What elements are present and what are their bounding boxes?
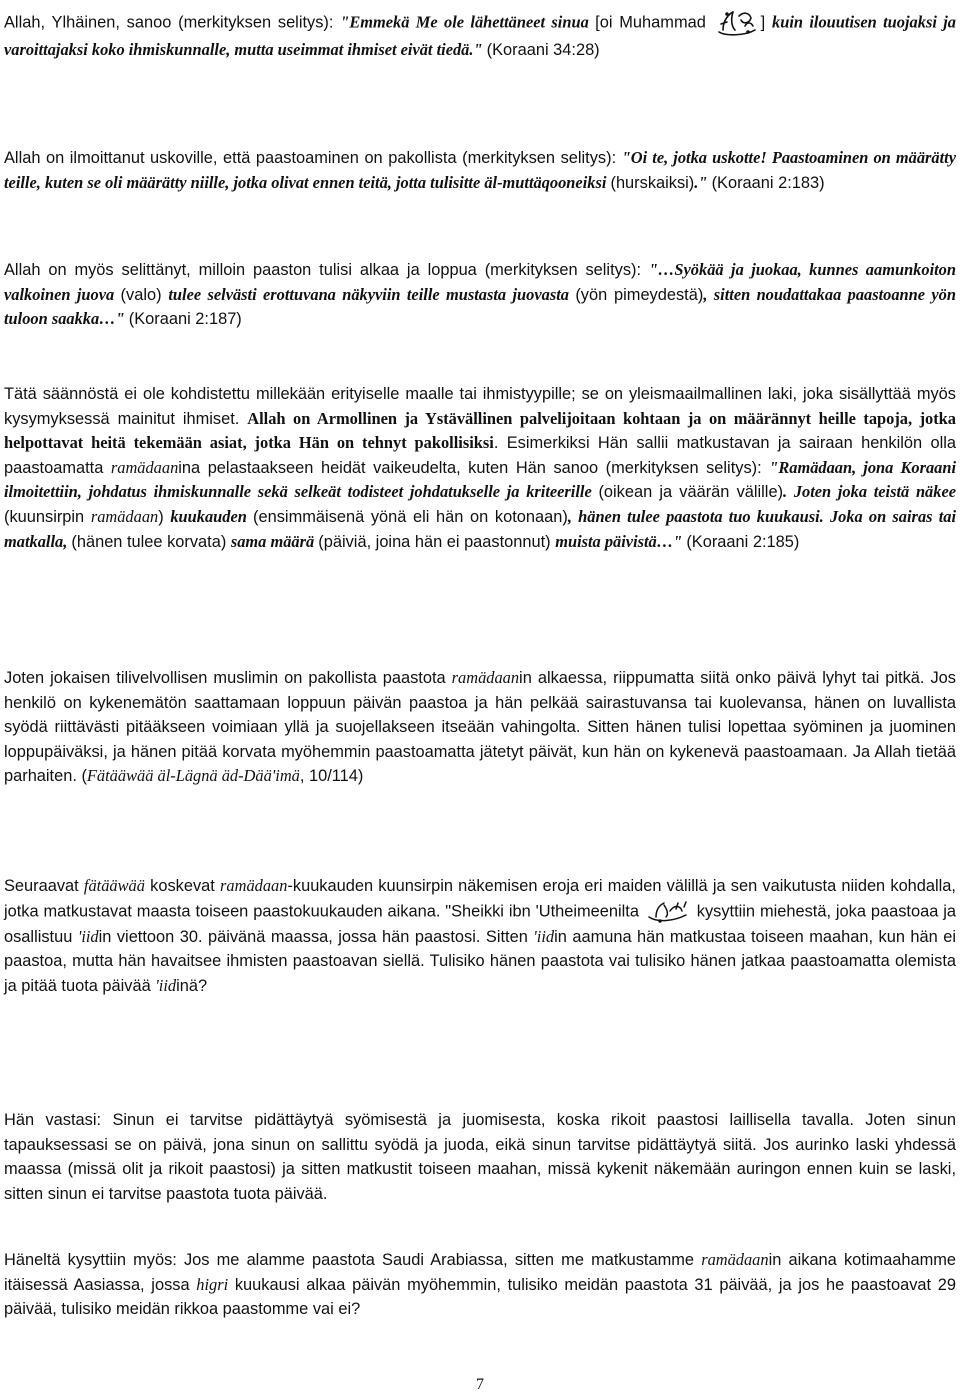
paragraph-quran-34-28 bbox=[4, 8, 956, 63]
text-run: (valo) bbox=[120, 285, 169, 304]
rahimahullah-seal-icon bbox=[646, 899, 690, 925]
text-run: ramädaan bbox=[220, 876, 288, 895]
text-run: ] bbox=[760, 13, 773, 32]
text-run: Hän vastasi: Sinun ei tarvitse pidättäytyä syömisestä ja juomisesta, koska rikoit paastosi laillisella tavalla. Joten sinun tapauksessasi se on päivä, jona sinun on sallittu syödä ja juoda, eikä sinun tarvitse pidättäytyä siitä. Jos aurinko laski yhdessä maassa (missä olit ja rikoit paastosi) ja sitten matkustit toiseen maahan, missä kykenit näkemään auringon ennen kuin se laski, sitten sinun ei tarvitse paastota tuota päivää. bbox=[4, 1111, 956, 1203]
salawat-seal-icon bbox=[715, 8, 759, 38]
text-run: sama määrä bbox=[230, 531, 319, 551]
text-run: ." bbox=[694, 172, 712, 192]
text-run: kuin ilouutisen tuojaksi ja varoittajaksi koko ihmiskunnalle, mutta useimmat ihmiset eivät tiedä." bbox=[4, 12, 956, 59]
text-run: Seuraavat bbox=[4, 877, 84, 895]
text-run: 'iid bbox=[77, 926, 99, 946]
text-run: in aikana kotimaahamme itäisessä Aasiassa, jossa bbox=[4, 1251, 956, 1294]
text-run: fätääwää bbox=[83, 876, 145, 895]
text-run: kysyttiin miehestä, joka paastoaa ja osallistuu bbox=[4, 901, 956, 946]
text-run: Allah, Ylhäinen, sanoo (merkityksen selitys): bbox=[4, 13, 341, 32]
text-run: ramädaan bbox=[90, 506, 159, 526]
text-run: (Koraani 2:185) bbox=[686, 532, 800, 551]
text-run: "Emmekä Me ole lähettäneet sinua bbox=[340, 12, 596, 32]
paragraph-second-question bbox=[4, 1248, 956, 1322]
text-run: ) bbox=[158, 507, 171, 526]
text-run: Fätääwää äl-Lägnä äd-Dää'imä bbox=[86, 766, 300, 786]
text-run: Allah on Armollinen ja Ystävällinen palvelijoitaan kohtaan ja on määrännyt heille tapoja, jotka helpottavat heitä tekemään asiat, jotka Hän on tehnyt pakollisiksi bbox=[4, 408, 956, 453]
text-run: ramädaan bbox=[110, 457, 179, 477]
text-run: Allah on ilmoittanut uskoville, että paastoaminen on pakollista (merkityksen selitys): bbox=[4, 149, 622, 167]
text-run: 'iid bbox=[155, 975, 177, 995]
text-run: (päiviä, joina hän ei paastonnut) bbox=[318, 532, 556, 551]
text-run: Häneltä kysyttiin myös: Jos me alamme paastota Saudi Arabiassa, sitten me matkustamme bbox=[4, 1251, 702, 1269]
text-run: koskevat bbox=[144, 877, 221, 895]
text-run: . Esimerkiksi Hän sallii matkustavan ja sairaan henkilön olla paastoamatta bbox=[4, 434, 956, 477]
text-run: (Koraani 2:183) bbox=[711, 173, 825, 192]
paragraph-answer bbox=[4, 1108, 956, 1206]
text-run: (Koraani 34:28) bbox=[486, 41, 600, 59]
text-run: (kuunsirpin bbox=[4, 507, 91, 526]
text-run: ramädaan bbox=[451, 668, 520, 687]
text-run: tulee selvästi erottuvana näkyviin teille mustasta juovasta bbox=[168, 284, 576, 304]
text-run: (yön pimeydestä) bbox=[575, 285, 704, 304]
paragraph-quran-2-187 bbox=[4, 258, 956, 332]
text-run: Allah on myös selittänyt, milloin paaston tulisi alkaa ja loppua (merkityksen selitys): bbox=[4, 261, 649, 279]
paragraph-quran-2-183 bbox=[4, 146, 956, 195]
text-run: "…Syökää ja juokaa, kunnes aamunkoiton valkoinen juova bbox=[4, 260, 956, 304]
text-run: [oi Muhammad bbox=[595, 13, 713, 32]
paragraph-fatawa-intro bbox=[4, 874, 956, 998]
paragraph-rule-explanation bbox=[4, 382, 956, 554]
text-run: (Koraani 2:187) bbox=[128, 310, 242, 329]
text-run: -kuukauden kuunsirpin näkemisen eroja eri maiden välillä ja sen vaikutusta niiden kohdalla, jotka matkustavat maasta toiseen paastokuukauden aikana. "Sheikki ibn 'Utheimeenilta bbox=[4, 877, 956, 920]
text-run: Tätä säännöstä ei ole kohdistettu millekään erityiselle maalle tai ihmistyypille; se on yleismaailmallinen laki, joka sisällyttää myös kysymyksessä mainitut ihmiset. bbox=[4, 385, 956, 428]
text-run: 'iid bbox=[533, 926, 555, 946]
text-run: muista päivistä…" bbox=[555, 531, 687, 551]
text-run: "Oi te, jotka uskotte! Paastoaminen on määrätty teille, kuten se oli määrätty niille, jotka olivat ennen teitä, jotta tulisitte äl-muttäqooneiksi bbox=[4, 148, 956, 192]
page-number: 7 bbox=[476, 1376, 484, 1393]
text-run: higri bbox=[196, 1274, 229, 1294]
text-run: kuukausi alkaa päivän myöhemmin, tulisiko meidän paastota 31 päivää, ja jos he paastoavat 29 päivää, tulisiko meidän rikkoa paastomme vai ei? bbox=[4, 1275, 956, 1319]
text-run: kuukauden bbox=[170, 506, 254, 526]
paragraph-obligation bbox=[4, 666, 956, 789]
text-run: in alkaessa, riippumatta siitä onko päivä lyhyt tai pitkä. Jos henkilö on kykenemätön saattamaan loppuun päivän paastoa ja hän pelkää sairastuvansa tai kuolevansa, hänen on luvallista syödä riittävästi pitääkseen voimiaan yllä ja suojellakseen itseään vahingolta. Sitten hänen tulisi lopettaa syöminen ja juominen loppupäiväksi, ja hänen pitää korvata myöhemmin paastoamatta jätetyt päivät, kun hän on kykenevä paastoamaan. Ja Allah tietää parhaiten. ( bbox=[4, 669, 956, 786]
text-run: in viettoon 30. päivänä maassa, jossa hän paastosi. Sitten bbox=[98, 927, 534, 946]
text-run: (hänen tulee korvata) bbox=[71, 532, 231, 551]
text-run: (oikean ja väärän välille) bbox=[598, 483, 784, 502]
text-run: Joten jokaisen tilivelvollisen muslimin on pakollista paastota bbox=[4, 669, 452, 687]
text-run: (ensimmäisenä yönä eli hän on kotonaan) bbox=[253, 507, 568, 526]
text-run: . Joten joka teistä näkee bbox=[783, 482, 956, 502]
text-run: in aamuna hän matkustaa toiseen maahan, kun hän ei paastoa, mutta hän havaitsee ihmisten paastoavan siellä. Tulisiko hänen paastota vai tulisiko hänen jatkaa paastoamatta olemista ja pitää tuota päivää bbox=[4, 927, 956, 995]
text-run: ramädaan bbox=[701, 1250, 769, 1269]
text-run: , sitten noudattakaa paastoanne yön tuloon saakka…" bbox=[4, 284, 956, 329]
text-run: , 10/114) bbox=[299, 767, 364, 786]
text-run: "Ramädaan, jona Koraani ilmoitettiin, johdatus ihmiskunnalle sekä selkeät todisteet johdatukselle ja kriteerille bbox=[4, 457, 957, 502]
text-run: inä? bbox=[176, 976, 208, 995]
text-run: (hurskaiksi) bbox=[610, 173, 695, 192]
text-run: ina pelastaakseen heidät vaikeudelta, kuten Hän sanoo (merkityksen selitys): bbox=[178, 458, 770, 477]
text-run: , hänen tulee paastota tuo kuukausi. Joka on sairas tai matkalla, bbox=[4, 506, 957, 551]
